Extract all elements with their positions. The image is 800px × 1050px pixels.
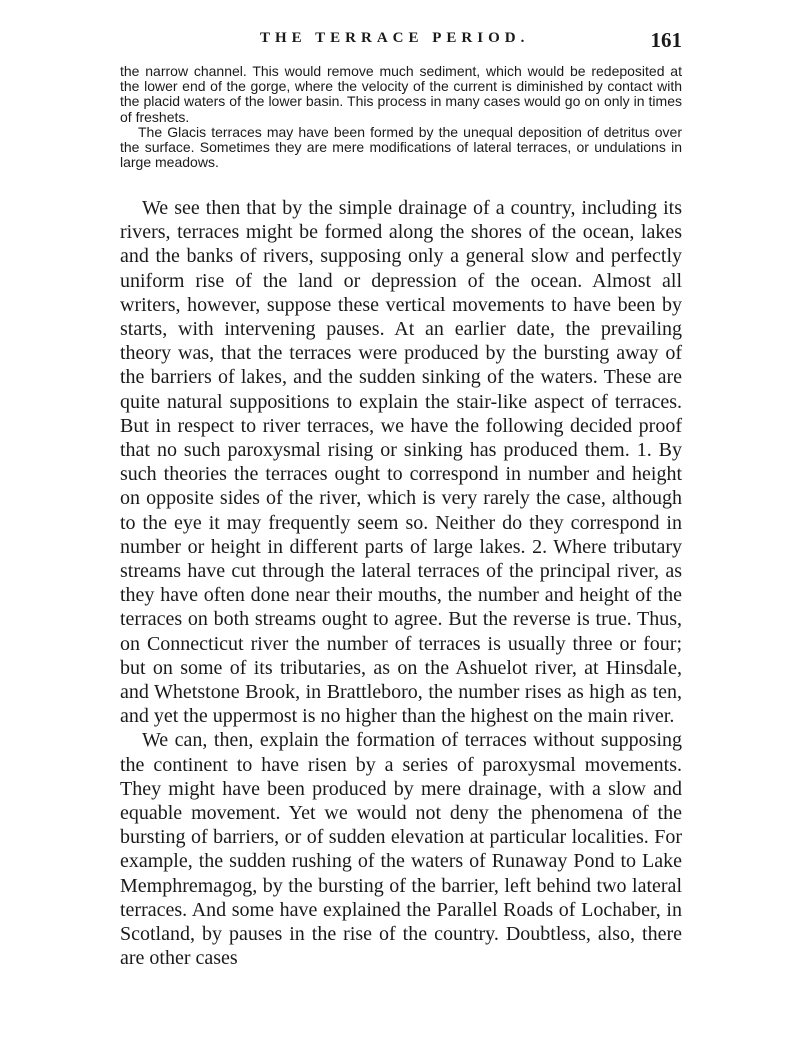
main-paragraph-drainage: We see then that by the simple drainage of a country, including its rivers, terraces might be formed along the shores of the ocean, lakes and the banks of rivers, supposing only a general slow and perfectly uniform rise of the land or depression of the ocean. Almost all writers, however, suppose these vertical movements to have been by starts, with intervening pauses. At an earlier date, the prevailing theory was, that the terraces were produced by the bursting away of the barriers of lakes, and the sudden sinking of the waters. These are quite natural suppositions to explain the stair-like aspect of terraces. But in respect to river terraces, we have the following decided proof that no such paroxysmal rising or sinking has produced them. 1. By such theories the terraces ought to correspond in number and height on opposite sides of the river, which is very rarely the case, although to the eye it may frequently seem so. Neither do they correspond in number or height in different parts of large lakes. 2. Where tributary streams have cut through the lateral terraces of the principal river, as they have often done near their mouths, the number and height of the terraces on both streams ought to agree. But the reverse is true. Thus, on Connecticut river the number of terraces is usually three or four; but on some of its tributaries, as on the Ashuelot river, at Hinsdale, and Whetstone Brook, in Brattleboro, the number rises as high as ten, and yet the uppermost is no higher than the highest on the main river. — [120, 197, 682, 728]
small-paragraph-continued: the narrow channel. This would remove much sediment, which would be redeposited at the lower end of the gorge, where the velocity of the current is diminished by contact with the placid waters of the lower basin. This process in many cases would go on only in times of freshets. — [120, 63, 682, 125]
small-print-section — [120, 64, 682, 170]
running-title: THE TERRACE PERIOD. — [260, 30, 530, 46]
book-page — [120, 0, 682, 1050]
small-paragraph-glacis: The Glacis terraces may have been formed by the unequal deposition of detritus over the surface. Sometimes they are mere modifications of lateral terraces, or undulations in large meadows. — [120, 123, 682, 171]
main-paragraph-explanation: We can, then, explain the formation of terraces without supposing the continent to have risen by a series of paroxysmal movements. They might have been produced by mere drainage, with a slow and equable movement. Yet we would not deny the phenomena of the bursting of barriers, or of sudden elevation at particular localities. For example, the sudden rushing of the waters of Runaway Pond to Lake Memphremagog, by the bursting of the barrier, left behind two lateral terraces. And some have explained the Parallel Roads of Lochaber, in Scotland, by pauses in the rise of the country. Doubtless, also, there are other cases — [120, 729, 682, 970]
running-head — [120, 28, 682, 56]
main-text-section — [120, 196, 682, 971]
page-number: 161 — [650, 28, 682, 52]
